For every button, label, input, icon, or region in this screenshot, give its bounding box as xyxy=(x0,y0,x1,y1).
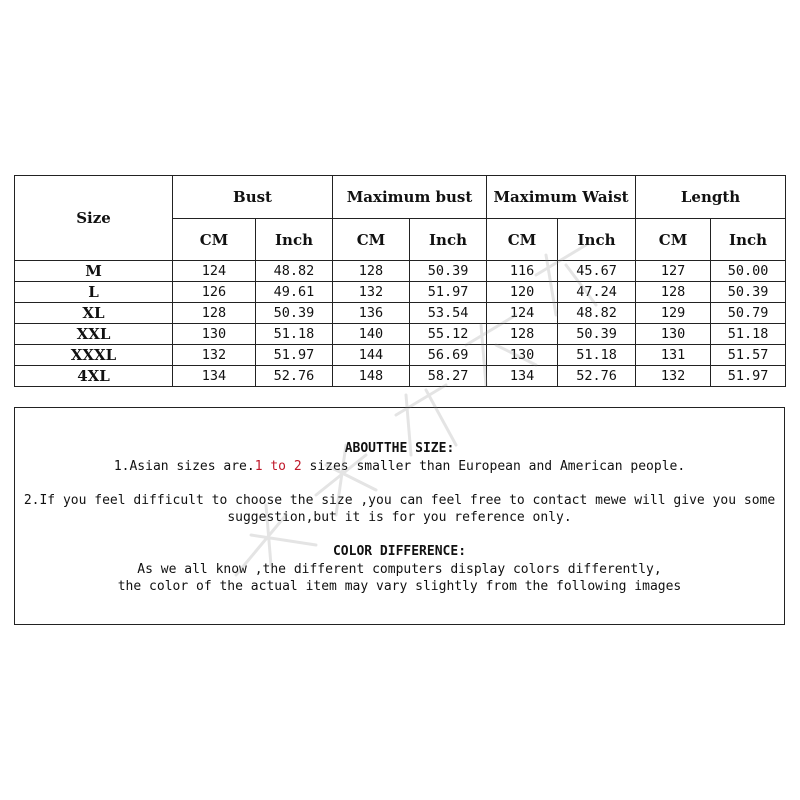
table-cell: 130 xyxy=(636,324,711,345)
unit-header: CM xyxy=(173,219,256,261)
table-row xyxy=(15,303,786,324)
about-size-note-1-pre: 1.Asian sizes are. xyxy=(113,459,255,474)
about-size-note-2-line-2: suggestion,but it is for you reference only. xyxy=(227,510,572,525)
table-cell: 124 xyxy=(487,303,558,324)
group-header-maximum-bust: Maximum bust xyxy=(333,176,487,219)
unit-header: Inch xyxy=(711,219,786,261)
table-cell: 48.82 xyxy=(256,261,333,282)
unit-header: CM xyxy=(636,219,711,261)
table-cell: 130 xyxy=(173,324,256,345)
about-size-note-1 xyxy=(15,458,784,476)
table-cell: 50.39 xyxy=(410,261,487,282)
table-cell: 50.39 xyxy=(558,324,636,345)
table-cell: 128 xyxy=(636,282,711,303)
table-row xyxy=(15,345,786,366)
table-row xyxy=(15,261,786,282)
about-size-note-2-line-1: 2.If you feel difficult to choose the size ,you can feel free to contact mewe will give you some xyxy=(23,493,776,508)
unit-header: CM xyxy=(487,219,558,261)
table-cell: 130 xyxy=(487,345,558,366)
table-cell: 129 xyxy=(636,303,711,324)
unit-header: Inch xyxy=(410,219,487,261)
table-cell: 124 xyxy=(173,261,256,282)
table-cell: 140 xyxy=(333,324,410,345)
unit-header: Inch xyxy=(558,219,636,261)
table-row xyxy=(15,324,786,345)
table-cell: 51.97 xyxy=(256,345,333,366)
unit-header: CM xyxy=(333,219,410,261)
table-cell: 51.97 xyxy=(711,366,786,387)
table-cell: 49.61 xyxy=(256,282,333,303)
table-cell: 120 xyxy=(487,282,558,303)
table-cell: 51.18 xyxy=(256,324,333,345)
table-cell: 51.57 xyxy=(711,345,786,366)
group-header-length: Length xyxy=(636,176,786,219)
group-header-maximum-waist: Maximum Waist xyxy=(487,176,636,219)
color-difference-line-1: As we all know ,the different computers display colors differently, xyxy=(137,562,662,577)
size-header: Size xyxy=(15,176,173,261)
table-cell: 116 xyxy=(487,261,558,282)
table-cell: 134 xyxy=(487,366,558,387)
table-cell: 58.27 xyxy=(410,366,487,387)
size-cell: M xyxy=(15,261,173,282)
table-cell: 51.18 xyxy=(711,324,786,345)
notes-box xyxy=(14,407,785,625)
size-cell: XXXL xyxy=(15,345,173,366)
table-cell: 53.54 xyxy=(410,303,487,324)
table-cell: 128 xyxy=(487,324,558,345)
size-cell: 4XL xyxy=(15,366,173,387)
size-chart-table xyxy=(14,175,786,387)
table-cell: 51.97 xyxy=(410,282,487,303)
table-cell: 128 xyxy=(333,261,410,282)
table-cell: 50.39 xyxy=(711,282,786,303)
table-cell: 136 xyxy=(333,303,410,324)
table-cell: 127 xyxy=(636,261,711,282)
table-cell: 50.79 xyxy=(711,303,786,324)
about-size-title: ABOUTTHE SIZE: xyxy=(344,441,455,456)
table-cell: 132 xyxy=(173,345,256,366)
table-cell: 47.24 xyxy=(558,282,636,303)
table-row xyxy=(15,282,786,303)
table-cell: 128 xyxy=(173,303,256,324)
table-cell: 51.18 xyxy=(558,345,636,366)
group-header-bust: Bust xyxy=(173,176,333,219)
table-row xyxy=(15,366,786,387)
size-cell: XL xyxy=(15,303,173,324)
about-size-note-1-highlight: 1 to 2 xyxy=(254,459,302,474)
table-cell: 131 xyxy=(636,345,711,366)
table-cell: 52.76 xyxy=(558,366,636,387)
size-cell: L xyxy=(15,282,173,303)
table-cell: 52.76 xyxy=(256,366,333,387)
color-difference-line-2: the color of the actual item may vary slightly from the following images xyxy=(117,579,682,594)
unit-header: Inch xyxy=(256,219,333,261)
table-cell: 134 xyxy=(173,366,256,387)
table-cell: 50.39 xyxy=(256,303,333,324)
table-cell: 148 xyxy=(333,366,410,387)
table-cell: 48.82 xyxy=(558,303,636,324)
table-cell: 144 xyxy=(333,345,410,366)
header-group-row xyxy=(15,176,786,219)
table-cell: 56.69 xyxy=(410,345,487,366)
about-size-note-1-post: sizes smaller than European and American people. xyxy=(301,459,686,474)
table-cell: 50.00 xyxy=(711,261,786,282)
table-cell: 132 xyxy=(333,282,410,303)
color-difference-title: COLOR DIFFERENCE: xyxy=(332,544,467,559)
table-cell: 55.12 xyxy=(410,324,487,345)
table-cell: 132 xyxy=(636,366,711,387)
table-cell: 126 xyxy=(173,282,256,303)
size-cell: XXL xyxy=(15,324,173,345)
table-cell: 45.67 xyxy=(558,261,636,282)
